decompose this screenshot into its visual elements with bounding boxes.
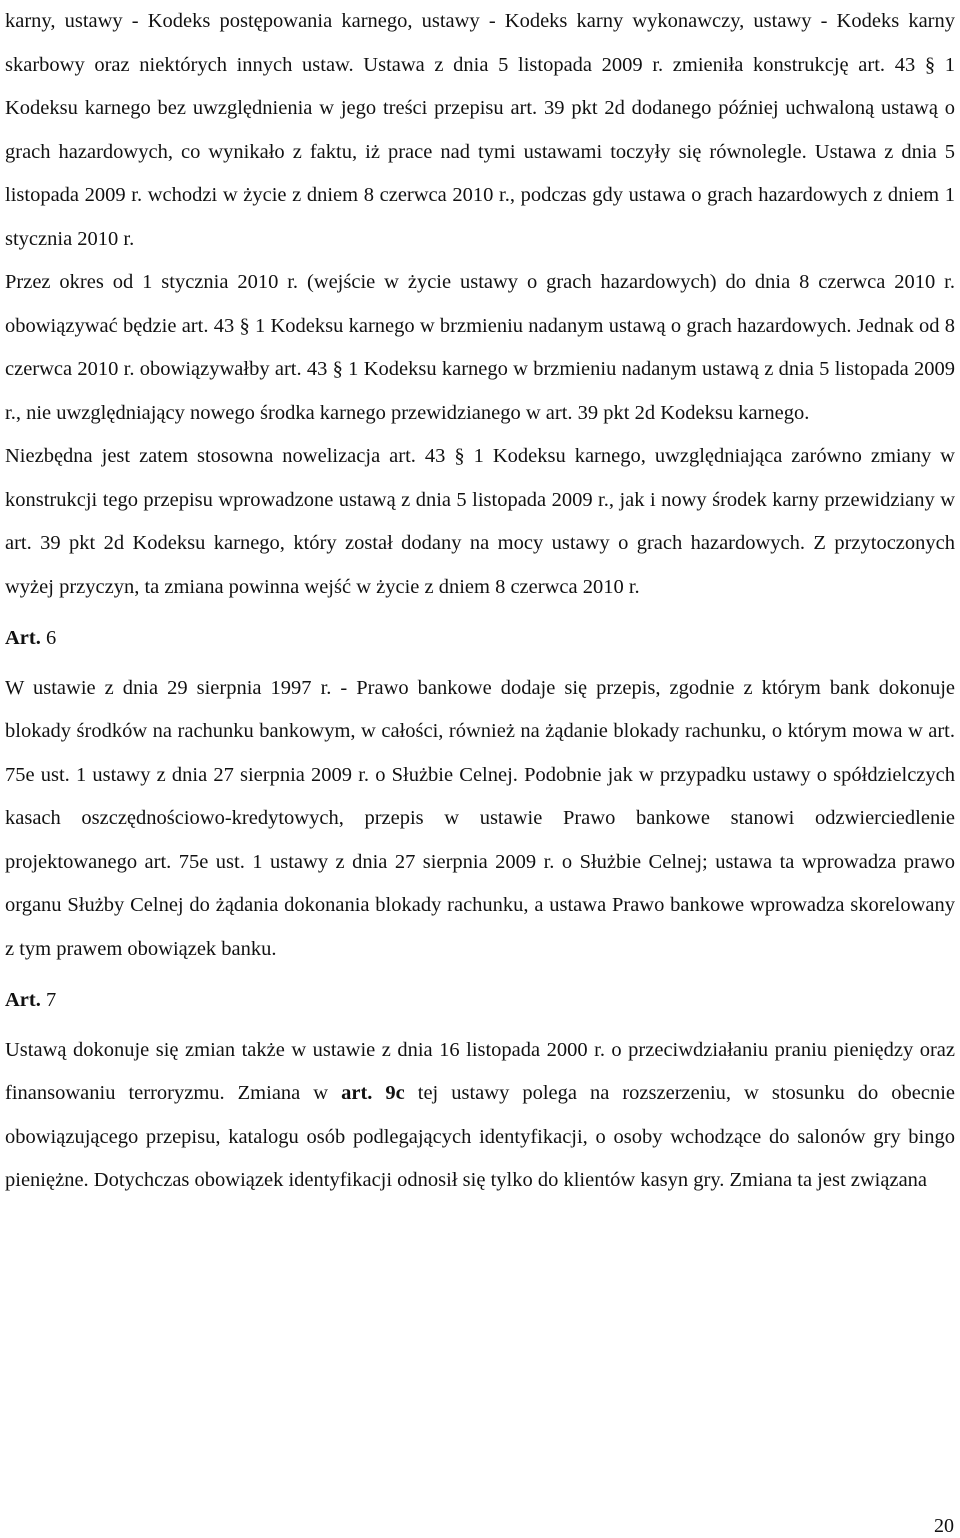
article-7-bold-reference: art. 9c [341,1082,405,1104]
paragraph-continuation: karny, ustawy - Kodeks postępowania karnego, ustawy - Kodeks karny wykonawczy, ustawy - Kodeks karny skarbowy oraz niektórych innych ustaw. Ustawa z dnia 5 listopada 2009 r. zmieniła konstrukcję art. 43 § 1 Kodeksu karnego bez uwzględnienia w jego treści przepisu art. 39 pkt 2d dodanego później uchwaloną ustawą o grach hazardowych, co wynikało z faktu, iż prace nad tymi ustawami toczyły się równolegle. Ustawa z dnia 5 listopada 2009 r. wchodzi w życie z dniem 8 czerwca 2010 r., podczas gdy ustawa o grach hazardowych z dniem 1 stycznia 2010 r. [5,10,955,250]
article-7-text-before: Ustawą dokonuje się zmian także w ustawie z dnia 16 listopada 2000 r. o przeciwdziałaniu praniu pieniędzy oraz finansowaniu terroryzmu. Zmiana w [5,1038,955,1104]
article-6-number: 6 [45,627,57,649]
article-7-number: 7 [45,989,57,1011]
article-7-heading [5,979,955,1023]
article-7-text [5,1029,955,1203]
paragraph-amendment-need: Niezbędna jest zatem stosowna nowelizacja art. 43 § 1 Kodeksu karnego, uwzględniająca zarówno zmiany w konstrukcji tego przepisu wprowadzone ustawą z dnia 5 listopada 2009 r., jak i nowy środek karny przewidziany w art. 39 pkt 2d Kodeksu karnego, który został dodany na mocy ustawy o grach hazardowych. Z przytoczonych wyżej przyczyn, ta zmiana powinna wejść w życie z dniem 8 czerwca 2010 r. [5,445,955,598]
article-7-label: Art. [5,989,41,1011]
article-6-text: W ustawie z dnia 29 sierpnia 1997 r. - Prawo bankowe dodaje się przepis, zgodnie z którym bank dokonuje blokady środków na rachunku bankowym, w całości, również na żądanie blokady rachunku, o którym mowa w art. 75e ust. 1 ustawy z dnia 27 sierpnia 2009 r. o Służbie Celnej. Podobnie jak w przypadku ustawy o spółdzielczych kasach oszczędnościowo-kredytowych, przepis w ustawie Prawo bankowe stanowi odzwierciedlenie projektowanego art. 75e ust. 1 ustawy z dnia 27 sierpnia 2009 r. o Służbie Celnej; ustawa ta wprowadza prawo organu Służby Celnej do żądania dokonania blokady rachunku, a ustawa Prawo bankowe wprowadza skorelowany z tym prawem obowiązek banku. [5,676,955,960]
article-7-text-after: tej ustawy polega na rozszerzeniu, w stosunku do obecnie obowiązującego przepisu, katalogu osób podlegających identyfikacji, o osoby wchodzące do salonów gry bingo pieniężne. Dotychczas obowiązek identyfikacji odnosił się tylko do klientów kasyn gry. Zmiana ta jest związana [5,1082,956,1191]
document-page [5,0,955,1203]
article-6-heading [5,617,955,661]
page-number: 20 [934,1515,954,1537]
article-6-label: Art. [5,627,41,649]
paragraph-interim-period: Przez okres od 1 stycznia 2010 r. (wejście w życie ustawy o grach hazardowych) do dnia 8 czerwca 2010 r. obowiązywać będzie art. 43 § 1 Kodeksu karnego w brzmieniu nadanym ustawą o grach hazardowych. Jednak od 8 czerwca 2010 r. obowiązywałby art. 43 § 1 Kodeksu karnego w brzmieniu nadanym ustawą z dnia 5 listopada 2009 r., nie uwzględniający nowego środka karnego przewidzianego w art. 39 pkt 2d Kodeksu karnego. [5,271,955,424]
